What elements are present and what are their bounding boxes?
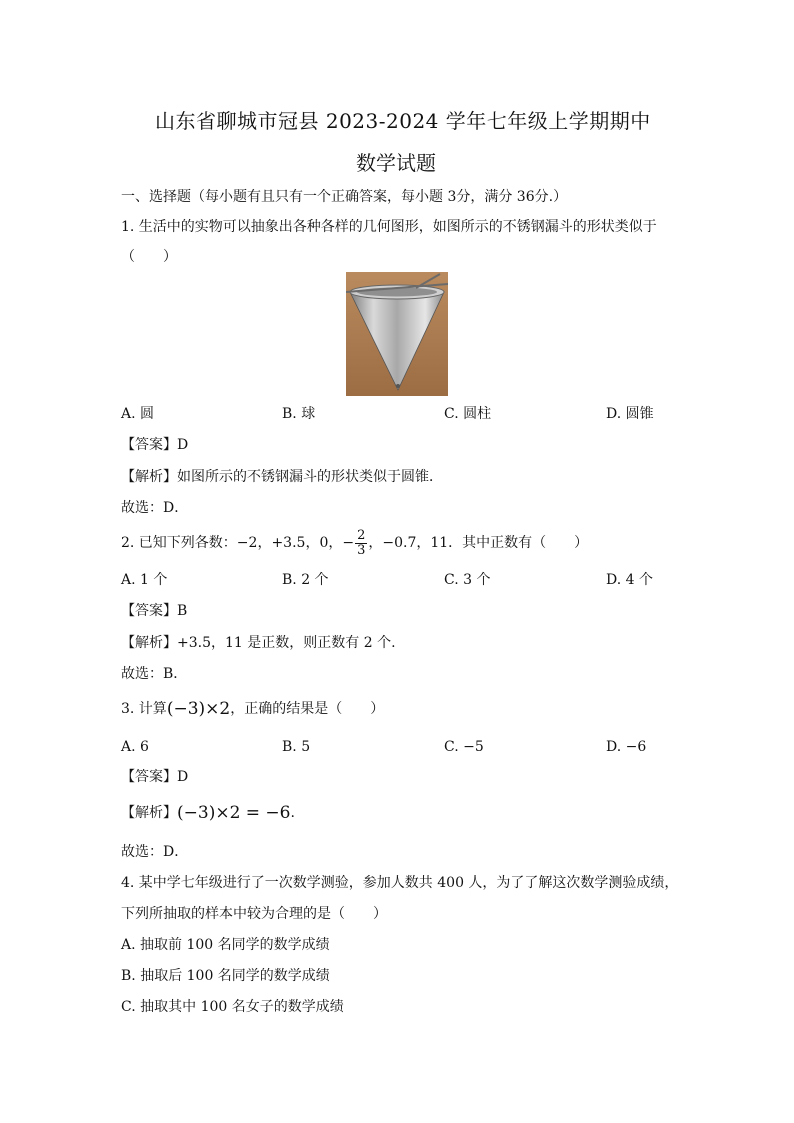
q2-answer: 【答案】B	[121, 603, 188, 619]
q1-choose: 故选：D．	[121, 500, 189, 516]
q3-stem	[121, 699, 384, 719]
q3-analysis	[121, 803, 295, 823]
q2-analysis: 【解析】+3.5，11 是正数，则正数有 2 个.	[121, 635, 396, 651]
q3-option-a: A. 6	[121, 739, 149, 755]
q2-fraction	[355, 529, 367, 558]
q2-frac-num: 2	[357, 527, 366, 543]
q1-option-a: A. 圆	[121, 406, 155, 422]
q3-analysis-label: 【解析】	[121, 805, 177, 821]
q4-stem-line2: 下列所抽取的样本中较为合理的是（ ）	[121, 906, 387, 922]
q3-answer: 【答案】D	[121, 769, 189, 785]
q3-analysis-expr: (−3)×2 = −6	[177, 803, 291, 823]
q3-analysis-end: .	[290, 805, 295, 821]
q3-stem-before: 3. 计算	[121, 701, 167, 717]
q2-option-a: A. 1 个	[121, 572, 168, 588]
q3-option-c: C. −5	[444, 739, 484, 755]
q4-option-c: C. 抽取其中 100 名女子的数学成绩	[121, 999, 344, 1015]
q2-choose: 故选：B．	[121, 666, 188, 682]
q1-analysis: 【解析】如图所示的不锈钢漏斗的形状类似于圆锥．	[121, 469, 443, 485]
funnel-image	[346, 272, 448, 396]
q3-choose: 故选：D．	[121, 844, 189, 860]
q1-stem-line1: 1. 生活中的实物可以抽象出各种各样的几何图形，如图所示的不锈钢漏斗的形状类似于	[121, 219, 657, 235]
q1-answer: 【答案】D	[121, 437, 189, 453]
page-title: 山东省聊城市冠县 2023-2024 学年七年级上学期期中	[155, 109, 651, 133]
q1-option-c: C. 圆柱	[444, 406, 492, 422]
q3-option-d: D. −6	[606, 739, 647, 755]
q4-option-a: A. 抽取前 100 名同学的数学成绩	[121, 937, 330, 953]
q2-option-d: D. 4 个	[606, 572, 653, 588]
q3-stem-after: ，正确的结果是（ ）	[230, 701, 385, 717]
section-heading: 一、选择题（每小题有且只有一个正确答案，每小题 3分，满分 36分.）	[121, 189, 568, 205]
q2-frac-den: 3	[357, 542, 366, 558]
q4-option-b: B. 抽取后 100 名同学的数学成绩	[121, 968, 330, 984]
q2-option-c: C. 3 个	[444, 572, 491, 588]
q2-stem-before: 2. 已知下列各数：−2，+3.5，0，−	[121, 535, 355, 551]
q1-option-b: B. 球	[282, 406, 316, 422]
q2-stem-after: ，−0.7，11．其中正数有（ ）	[368, 535, 589, 551]
q2-stem	[121, 527, 588, 559]
q2-option-b: B. 2 个	[282, 572, 329, 588]
q4-stem-line1: 4. 某中学七年级进行了一次数学测验，参加人数共 400 人，为了了解这次数学测验成绩，	[121, 875, 679, 891]
q3-option-b: B. 5	[282, 739, 311, 755]
q3-stem-expr: (−3)×2	[166, 699, 231, 719]
q1-option-d: D. 圆锥	[606, 406, 654, 422]
q1-stem-line2: （ ）	[121, 249, 177, 265]
page-subtitle: 数学试题	[356, 151, 436, 175]
